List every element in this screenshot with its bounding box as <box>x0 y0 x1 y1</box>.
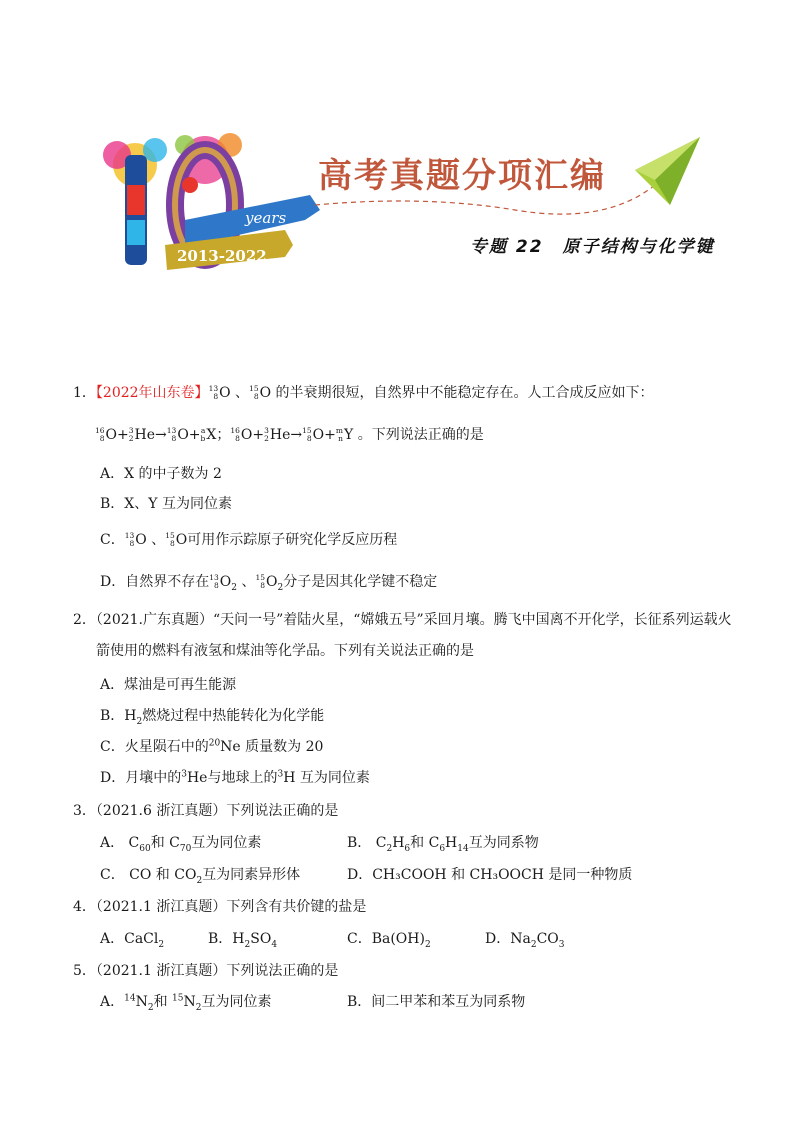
q4-option-a: A．CaCl$_2$ <box>100 931 165 950</box>
question-5-stem: 5．（2021.1 浙江真题）下列说法正确的是 <box>73 963 339 979</box>
q2-option-c: C．火星陨石中的$^{20}$Ne 质量数为 20 <box>100 738 324 755</box>
question-2-stem-line2: 箭使用的燃料有液氢和煤油等化学品。下列有关说法正确的是 <box>96 643 474 659</box>
q4-option-d: D．$Na_2CO_3$ <box>485 931 565 950</box>
q5-option-b: B．间二甲苯和苯互为同系物 <box>347 994 526 1010</box>
nuclide-15O: 15 8 <box>249 384 259 401</box>
topic-subtitle: 专题 22 原子结构与化学键 <box>470 237 715 257</box>
paper-plane-icon <box>635 137 700 205</box>
nuclide-13O: 13 8 <box>208 384 219 401</box>
q1-option-d: D．自然界不存在 13 8 $O_2$ 、 15 8 $O_2$分子是因其化学键不稳定 <box>100 573 438 593</box>
q1-number: 1． <box>73 385 96 401</box>
q3-option-d: D．CH₃COOH 和 CH₃OOCH 是同一种物质 <box>347 867 633 883</box>
q2-option-a: A．煤油是可再生能源 <box>100 677 237 693</box>
question-1-stem <box>73 383 654 403</box>
q3-option-b: B． $C_2H_6$和 $C_6H_{14}$互为同系物 <box>347 835 539 854</box>
q1-option-a: A．X 的中子数为 2 <box>100 466 222 482</box>
years-range-label: 2013-2022 <box>177 247 267 265</box>
question-4-stem: 4．（2021.1 浙江真题）下列含有共价键的盐是 <box>73 899 367 915</box>
q1-source: 【2022年山东卷】 <box>95 385 209 401</box>
q2-option-b: B．$H_2$燃烧过程中热能转化为化学能 <box>100 708 325 727</box>
q3-option-c: C． CO 和 $CO_2$互为同素异形体 <box>100 867 301 886</box>
q4-option-b: B．$H_2SO_4$ <box>208 931 278 950</box>
q1-option-c: C． 13 8 O 、 15 8 O可用作示踪原子研究化学反应历程 <box>100 531 398 548</box>
q2-option-d: D．月壤中的$^3$He与地球上的$^3$H 互为同位素 <box>100 769 370 786</box>
q1-option-b: B．X、Y 互为同位素 <box>100 496 232 512</box>
q1-eq-question: 下列说法正确的是 <box>371 427 484 443</box>
page-title: 高考真题分项汇编 <box>318 156 606 196</box>
q5-option-a: A．$^{14}N_2$和 $^{15}N_2$互为同位素 <box>100 993 272 1013</box>
q4-option-c: C．$Ba(OH)_2$ <box>347 931 431 950</box>
years-label: years <box>245 209 287 227</box>
question-3-stem: 3．（2021.6 浙江真题）下列说法正确的是 <box>73 803 339 819</box>
question-1-equation: 16 8 O+ 3 2 He→ 13 8 O+ a b X； 16 8 O+ 3 2 He→ 15 8 O+ m n Y 。下列说法正确的是 <box>95 426 484 443</box>
q1-stem-a: O 、 <box>219 385 250 401</box>
q1-stem-b: O 的半衰期很短，自然界中不能稳定存在。人工合成反应如下： <box>259 385 654 401</box>
q3-option-a: A． $C_{60}$和 $C_{70}$互为同位素 <box>100 835 262 854</box>
question-2-stem-line1: 2．（2021.广东真题）“天问一号”着陆火星，“嫦娥五号”采回月壤。腾飞中国离不开化学，长征系列运载火 <box>73 612 732 628</box>
